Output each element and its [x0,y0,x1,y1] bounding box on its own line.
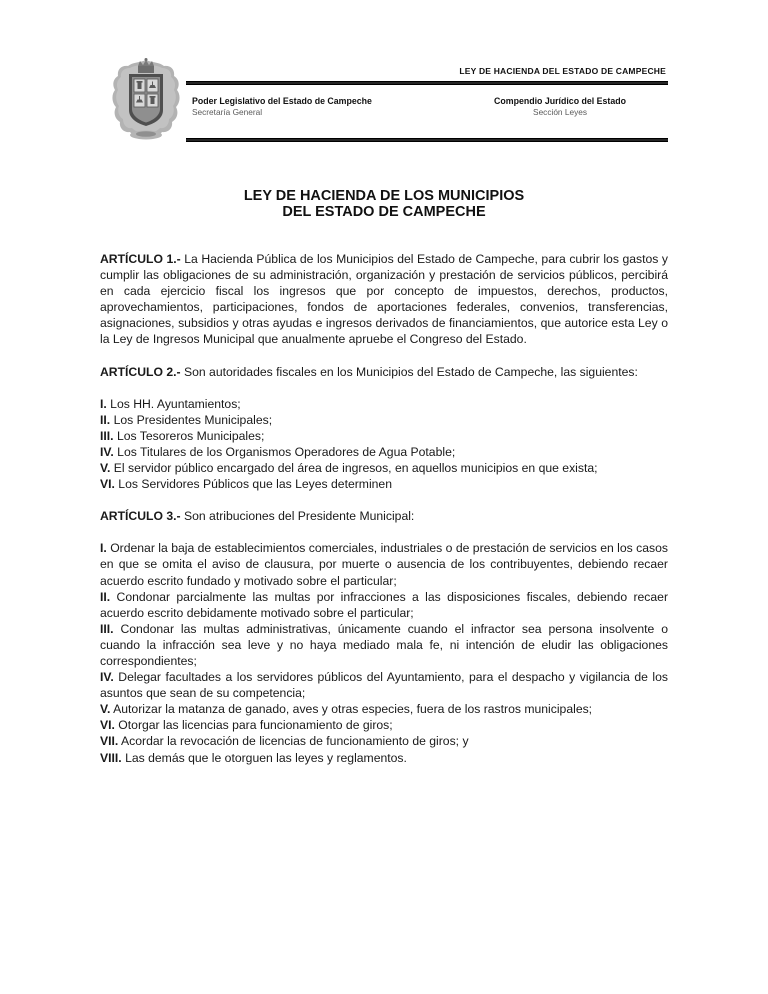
article-1 [100,251,668,348]
article-2-label: ARTÍCULO 2.- [100,364,181,379]
list-item-number: V. [100,461,111,476]
list-item-text: Condonar las multas administrativas, únicamente cuando el infractor sea persona insolvente o cuando la infracción sea leve y no haya mediado mala fe, ni intención de eludir las obligaciones correspondientes; [100,621,668,668]
list-item-number: III. [100,428,114,443]
list-item-number: II. [100,589,111,604]
publisher-department: Secretaría General [192,107,263,117]
header-columns [186,85,668,138]
article-1-text: La Hacienda Pública de los Municipios del Estado de Campeche, para cubrir los gastos y cumplir las obligaciones de su administración, organización y prestación de servicios públicos, percibirá en cada ejercicio fiscal los ingresos que por concepto de impuestos, derechos, productos, aprovechamientos, participaciones, fondos de aportaciones federales, convenios, transferencias, asignaciones, subsidios y otras ayudas e ingresos derivados de financiamientos, que autorice esta Ley o la Ley de Ingresos Municipal que anualmente apruebe el Congreso del Estado. [100,252,668,347]
article-3-paragraph [100,508,668,524]
article-2 [100,364,668,493]
list-item [100,428,668,444]
list-item [100,476,668,492]
list-item [100,717,668,733]
page-title-line1: LEY DE HACIENDA DE LOS MUNICIPIOS [243,188,525,204]
list-item-number: V. [100,702,111,717]
campeche-coat-of-arms-icon [109,57,183,143]
publisher-block [192,96,372,117]
list-item-text: Autorizar la matanza de ganado, aves y otras especies, fuera de los rastros municipales; [113,702,593,717]
list-item [100,460,668,476]
list-item [100,733,668,749]
list-item [100,589,668,621]
article-2-paragraph [100,364,668,380]
page-title [0,188,768,220]
article-3-label: ARTÍCULO 3.- [100,509,181,524]
publisher-name: Poder Legislativo del Estado de Campeche [192,96,372,106]
list-item [100,444,668,460]
list-item [100,621,668,669]
list-item-number: VIII. [100,750,122,765]
list-item-number: IV. [100,670,114,685]
list-item-text: Los Servidores Públicos que las Leyes determinen [118,477,392,492]
article-1-paragraph [100,251,668,348]
list-item-number: VI. [100,477,115,492]
list-item-text: Condonar parcialmente las multas por infracciones a las disposiciones fiscales, debiendo recaer acuerdo escrito debidamente motivado sobre el particular; [100,589,669,620]
list-item-number: VII. [100,734,119,749]
compendium-title: Compendio Jurídico del Estado [494,96,626,106]
list-item-number: II. [100,412,111,427]
article-3 [100,508,668,765]
document-body [100,251,668,782]
list-item [100,701,668,717]
article-2-text: Son autoridades fiscales en los Municipios del Estado de Campeche, las siguientes: [183,364,638,379]
list-item-text: Los HH. Ayuntamientos; [110,396,241,411]
header-block [186,62,668,142]
list-item-number: IV. [100,444,114,459]
article-1-label: ARTÍCULO 1.- [100,252,181,266]
document-ref-title: LEY DE HACIENDA DEL ESTADO DE CAMPECHE [459,66,666,76]
list-item-text: Acordar la revocación de licencias de funcionamiento de giros; y [121,734,469,749]
list-item-text: Los Tesoreros Municipales; [116,428,265,443]
list-item [100,540,668,588]
list-item [100,412,668,428]
page-title-line2: DEL ESTADO DE CAMPECHE [282,204,486,220]
list-item-number: I. [100,541,107,556]
compendium-section: Sección Leyes [533,107,587,117]
list-item-text: Delegar facultades a los servidores públicos del Ayuntamiento, para el despacho y vigilancia de los asuntos que sean de su competencia; [100,670,669,701]
list-item [100,750,668,766]
list-item-text: Otorgar las licencias para funcionamiento de giros; [118,718,393,733]
list-item-text: El servidor público encargado del área de ingresos, en aquellos municipios en que exista; [113,461,598,476]
compendium-block [494,96,626,117]
list-item-number: I. [100,396,107,411]
header-rule-bottom [186,138,668,142]
list-item [100,396,668,412]
list-item-text: Las demás que le otorguen las leyes y reglamentos. [125,750,407,765]
list-item-text: Los Presidentes Municipales; [113,412,273,427]
list-item-text: Los Titulares de los Organismos Operadores de Agua Potable; [117,444,456,459]
list-item-text: Ordenar la baja de establecimientos comerciales, industriales o de prestación de servicios en los casos en que se omita el aviso de clausura, por muerte o ausencia de los contribuyentes, debiendo recaer acuerdo escrito fundado y motivado sobre el particular; [100,541,668,588]
list-item-number: VI. [100,718,115,733]
article-3-text: Son atribuciones del Presidente Municipal: [183,509,415,524]
list-item [100,669,668,701]
list-item-number: III. [100,621,114,636]
